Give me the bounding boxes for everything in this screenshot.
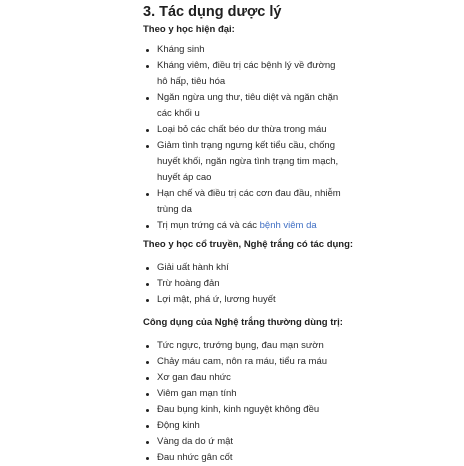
list-item: Giảm tình trạng ngưng kết tiểu cầu, chống huyết khối, ngăn ngừa tình trạng tim mạch, huyết áp cao	[143, 138, 343, 186]
uses-list	[143, 338, 343, 466]
list-item: Động kinh	[143, 418, 343, 434]
modern-medicine-heading: Theo y học hiện đại:	[143, 24, 235, 35]
list-item: Xơ gan đau nhức	[143, 370, 343, 386]
list-item: Viêm gan mạn tính	[143, 386, 343, 402]
uses-heading: Công dụng của Nghệ trắng thường dùng trị:	[143, 317, 343, 328]
list-item: Loại bỏ các chất béo dư thừa trong máu	[143, 122, 343, 138]
list-item: Giải uất hành khí	[143, 260, 343, 276]
list-item: Kháng sinh	[143, 42, 343, 58]
traditional-medicine-list	[143, 260, 343, 308]
list-item: Vàng da do ứ mật	[143, 434, 343, 450]
list-item: Ngăn ngừa ung thư, tiêu diệt và ngăn chặn các khối u	[143, 90, 343, 122]
list-item: Lợi mật, phá ứ, lương huyết	[143, 292, 343, 308]
list-item: Chảy máu cam, nôn ra máu, tiểu ra máu	[143, 354, 343, 370]
section-title: 3. Tác dụng dược lý	[143, 4, 282, 20]
list-item: Tức ngực, trướng bụng, đau mạn sườn	[143, 338, 343, 354]
list-item: Hạn chế và điều trị các cơn đau đầu, nhiễm trùng da	[143, 186, 343, 218]
list-item: Trừ hoàng đản	[143, 276, 343, 292]
modern-medicine-list	[143, 42, 343, 234]
list-item: Kháng viêm, điều trị các bệnh lý về đường hô hấp, tiêu hóa	[143, 58, 343, 90]
list-item: Đau nhức gân cốt	[143, 450, 343, 466]
list-item-with-link	[143, 218, 343, 234]
list-item: Đau bụng kinh, kinh nguyệt không đều	[143, 402, 343, 418]
list-item-text: Trị mụn trứng cá và các	[157, 220, 260, 231]
skin-inflammation-link[interactable]: bệnh viêm da	[259, 220, 317, 231]
traditional-medicine-heading: Theo y học cổ truyền, Nghệ trắng có tác dụng:	[143, 239, 354, 250]
